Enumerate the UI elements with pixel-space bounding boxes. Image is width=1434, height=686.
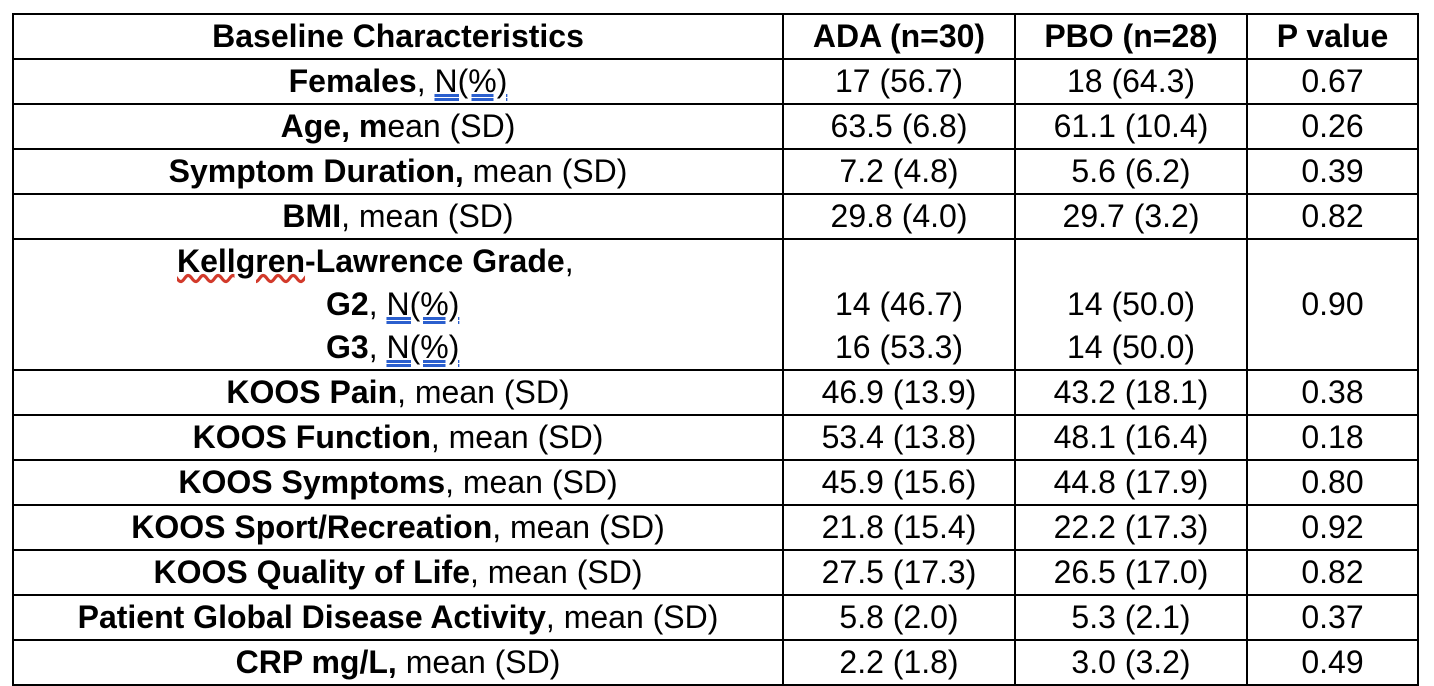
baseline-characteristics-table (12, 13, 1419, 686)
label-link: N(%) (434, 63, 508, 99)
label-rest: mean (SD) (463, 153, 628, 189)
kl-label-cell (13, 239, 783, 370)
kl-p-blank (1252, 240, 1413, 283)
label-rest: mean (SD) (396, 644, 561, 680)
label-rest: , mean (SD) (492, 509, 665, 545)
table-row-koos-symptoms (13, 460, 1418, 505)
label-rest: ean (SD) (387, 108, 516, 144)
label-bold: KOOS Function (192, 419, 431, 455)
pbo-value: 43.2 (18.1) (1015, 370, 1247, 415)
row-label (13, 505, 783, 550)
g3-pbo-value: 14 (50.0) (1066, 329, 1196, 365)
label-rest: , mean (SD) (341, 198, 514, 234)
kl-pbo-cell (1015, 239, 1247, 370)
header-pbo: PBO (n=28) (1015, 14, 1247, 59)
g3-ada-value: 16 (53.3) (834, 329, 964, 365)
table-row-koos-pain (13, 370, 1418, 415)
kl-p-value: 0.90 (1301, 286, 1364, 322)
label-bold: KOOS Symptoms (178, 464, 446, 500)
p-value: 0.92 (1247, 505, 1418, 550)
row-label (13, 415, 783, 460)
kl-g2-label (18, 283, 778, 326)
pbo-value: 61.1 (10.4) (1015, 104, 1247, 149)
table-row-koos-quality-of-life (13, 550, 1418, 595)
p-value: 0.67 (1247, 59, 1418, 104)
header-row (13, 14, 1418, 59)
ada-value: 29.8 (4.0) (783, 194, 1015, 239)
header-baseline-characteristics: Baseline Characteristics (13, 14, 783, 59)
label-rest: , mean (SD) (545, 599, 719, 635)
header-ada: ADA (n=30) (783, 14, 1015, 59)
kl-ada-cell (783, 239, 1015, 370)
pbo-value: 29.7 (3.2) (1015, 194, 1247, 239)
table-row-patient-global (13, 595, 1418, 640)
table-row-koos-function (13, 415, 1418, 460)
table-row-koos-sport-recreation (13, 505, 1418, 550)
row-label (13, 104, 783, 149)
row-label (13, 149, 783, 194)
label-bold: Symptom Duration, (168, 153, 464, 189)
row-label (13, 59, 783, 104)
ada-value: 63.5 (6.8) (783, 104, 1015, 149)
label-rest: , mean (SD) (469, 554, 643, 590)
pbo-value: 26.5 (17.0) (1015, 550, 1247, 595)
row-label (13, 194, 783, 239)
ada-value: 45.9 (15.6) (783, 460, 1015, 505)
g2-link: N(%) (386, 286, 460, 322)
p-value: 0.49 (1247, 640, 1418, 685)
kl-g3-label (18, 326, 778, 369)
ada-value: 27.5 (17.3) (783, 550, 1015, 595)
kl-pbo-blank (1020, 240, 1242, 283)
g2-pbo-value: 14 (50.0) (1066, 286, 1196, 322)
ada-value: 5.8 (2.0) (783, 595, 1015, 640)
pbo-value: 5.3 (2.1) (1015, 595, 1247, 640)
row-label (13, 550, 783, 595)
label-bold: KOOS Sport/Recreation (131, 509, 493, 545)
ada-value: 2.2 (1.8) (783, 640, 1015, 685)
kl-ada-blank (788, 240, 1010, 283)
p-value: 0.80 (1247, 460, 1418, 505)
p-value: 0.18 (1247, 415, 1418, 460)
label-bold: Patient Global Disease Activity (77, 599, 546, 635)
pbo-value: 18 (64.3) (1015, 59, 1247, 104)
label-bold: BMI (282, 198, 342, 234)
header-p-value: P value (1247, 14, 1418, 59)
kl-title-misspelled: Kellgren (177, 243, 306, 279)
p-value: 0.37 (1247, 595, 1418, 640)
kl-p-blank-2 (1252, 326, 1413, 369)
table-row-crp (13, 640, 1418, 685)
p-value: 0.82 (1247, 550, 1418, 595)
row-label (13, 595, 783, 640)
pbo-value: 48.1 (16.4) (1015, 415, 1247, 460)
table-row-kellgren-lawrence (13, 239, 1418, 370)
table-row-females (13, 59, 1418, 104)
label-bold: Females (288, 63, 417, 99)
table-row-symptom-duration (13, 149, 1418, 194)
p-value: 0.38 (1247, 370, 1418, 415)
label-bold: KOOS Pain (226, 374, 398, 410)
row-label (13, 370, 783, 415)
label-bold: CRP mg/L, (235, 644, 397, 680)
g3-comma: , (368, 329, 387, 365)
label-bold: KOOS Quality of Life (153, 554, 470, 590)
g3-link: N(%) (386, 329, 460, 365)
pbo-value: 3.0 (3.2) (1015, 640, 1247, 685)
row-label (13, 640, 783, 685)
table-row-bmi (13, 194, 1418, 239)
g2-ada-value: 14 (46.7) (834, 286, 964, 322)
label-bold: Age, m (280, 108, 388, 144)
ada-value: 21.8 (15.4) (783, 505, 1015, 550)
ada-value: 17 (56.7) (783, 59, 1015, 104)
pbo-value: 44.8 (17.9) (1015, 460, 1247, 505)
label-rest: , mean (SD) (397, 374, 570, 410)
g2-bold: G2 (326, 286, 369, 322)
label-rest: , mean (SD) (430, 419, 604, 455)
label-rest: , (416, 63, 435, 99)
pbo-value: 22.2 (17.3) (1015, 505, 1247, 550)
ada-value: 46.9 (13.9) (783, 370, 1015, 415)
table-row-age (13, 104, 1418, 149)
kl-title-rest: -Lawrence Grade (305, 243, 565, 279)
kl-title (18, 240, 778, 283)
row-label (13, 460, 783, 505)
g3-bold: G3 (326, 329, 369, 365)
g2-comma: , (368, 286, 387, 322)
p-value: 0.82 (1247, 194, 1418, 239)
ada-value: 7.2 (4.8) (783, 149, 1015, 194)
kl-p-cell (1247, 239, 1418, 370)
label-rest: , mean (SD) (445, 464, 618, 500)
p-value: 0.26 (1247, 104, 1418, 149)
kl-title-comma: , (564, 243, 574, 279)
ada-value: 53.4 (13.8) (783, 415, 1015, 460)
pbo-value: 5.6 (6.2) (1015, 149, 1247, 194)
p-value: 0.39 (1247, 149, 1418, 194)
